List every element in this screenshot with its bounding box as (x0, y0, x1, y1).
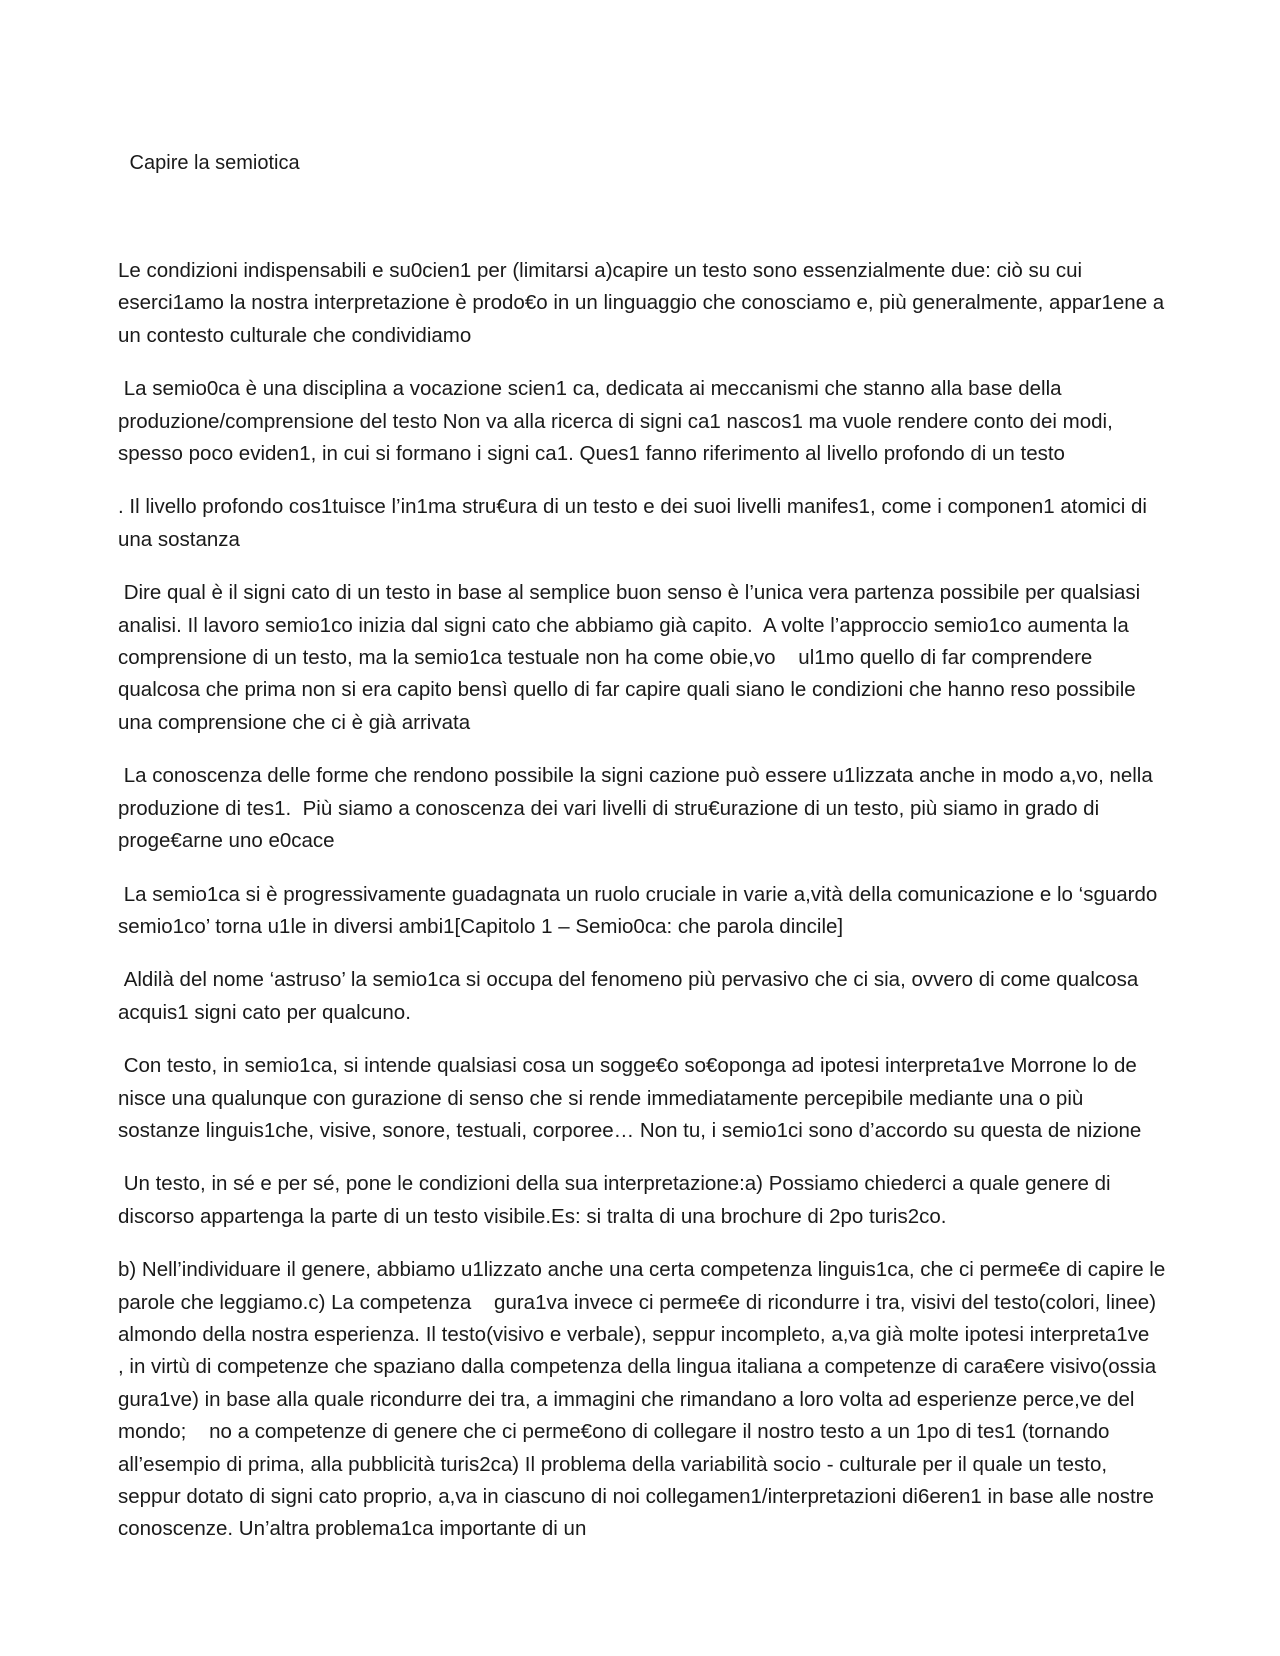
paragraph: Con testo, in semio1ca, si intende qualsiasi cosa un sogge€o so€oponga ad ipotesi interpreta1ve Morrone lo de nisce una qualunque con gurazione di senso che si rende immediatamente percepibile mediante una o più sostanze linguis1che, visive, sonore, testuali, corporee… Non tu, i semio1ci sono d’accordo su questa de nizione (118, 1054, 1143, 1142)
document-body (118, 255, 1179, 1567)
paragraph: . Il livello profondo cos1tuisce l’in1ma stru€ura di un testo e dei suoi livelli manifes1, come i componen1 atomici di una sostanza (118, 495, 1153, 551)
document-title: Capire la semiotica (124, 152, 300, 174)
paragraph: b) Nell’individuare il genere, abbiamo u1lizzato anche una certa competenza linguis1ca, che ci perme€e di capire le parole che leggiamo.c) La competenza gura1va invece ci perme€e di ricondurre i tra, visivi del testo(colori, linee) almondo della nostra esperienza. Il testo(visivo e verbale), seppur incompleto, a,va già molte ipotesi interpreta1ve , in virtù di competenze che spaziano dalla competenza della lingua italiana a competenze di cara€ere visivo(ossia gura1ve) in base alla quale ricondurre dei tra, a immagini che rimandano a loro volta ad esperienze perce,ve del mondo; no a competenze di genere che ci perme€ono di collegare il nostro testo a un 1po di tes1 (tornando all’esempio di prima, alla pubblicità turis2ca) Il problema della variabilità socio - culturale per il quale un testo, seppur dotato di signi cato proprio, a,va in ciascuno di noi collegamen1/interpretazioni di6eren1 in base alle nostre conoscenze. Un’altra problema1ca importante di un (118, 1258, 1179, 1541)
paragraph: La semio1ca si è progressivamente guadagnata un ruolo cruciale in varie a,vità della comunicazione e lo ‘sguardo semio1co’ torna u1le in diversi ambi1[Capitolo 1 – Semio0ca: che parola dincile] (118, 882, 1163, 938)
paragraph: Dire qual è il signi cato di un testo in base al semplice buon senso è l’unica vera partenza possibile per qualsiasi analisi. Il lavoro semio1co inizia dal signi cato che abbiamo già capito. A volte l’approccio semio1co aumenta la comprensione di un testo, ma la semio1ca testuale non ha come obie,vo ul1mo quello di far comprendere qualcosa che prima non si era capito bensì quello di far capire quali siano le condizioni che hanno reso possibile una comprensione che ci è già arrivata (118, 581, 1146, 734)
paragraph: La conoscenza delle forme che rendono possibile la signi cazione può essere u1lizzata anche in modo a,vo, nella produzione di tes1. Più siamo a conoscenza dei vari livelli di stru€urazione di un testo, più siamo in grado di proge€arne uno e0cace (118, 764, 1159, 853)
paragraph: Un testo, in sé e per sé, pone le condizioni della sua interpretazione:a) Possiamo chiederci a quale genere di discorso appartenga la parte di un testo visibile.Es: si traIta di una brochure di 2po turis2co. (118, 1172, 1117, 1228)
paragraph: Le condizioni indispensabili e su0cien1 per (limitarsi a)capire un testo sono essenzialmente due: ciò su cui eserci1amo la nostra interpretazione è prodo€o in un linguaggio che conosciamo e, più generalmente, appar1ene a un contesto culturale che condividiamo (118, 259, 1170, 347)
paragraph: La semio0ca è una disciplina a vocazione scien1 ca, dedicata ai meccanismi che stanno alla base della produzione/comprensione del testo Non va alla ricerca di signi ca1 nascos1 ma vuole rendere conto dei modi, spesso poco eviden1, in cui si formano i signi ca1. Ques1 fanno riferimento al livello profondo di un testo (118, 377, 1119, 466)
paragraph: Aldilà del nome ‘astruso’ la semio1ca si occupa del fenomeno più pervasivo che ci sia, ovvero di come qualcosa acquis1 signi cato per qualcuno. (118, 968, 1144, 1024)
